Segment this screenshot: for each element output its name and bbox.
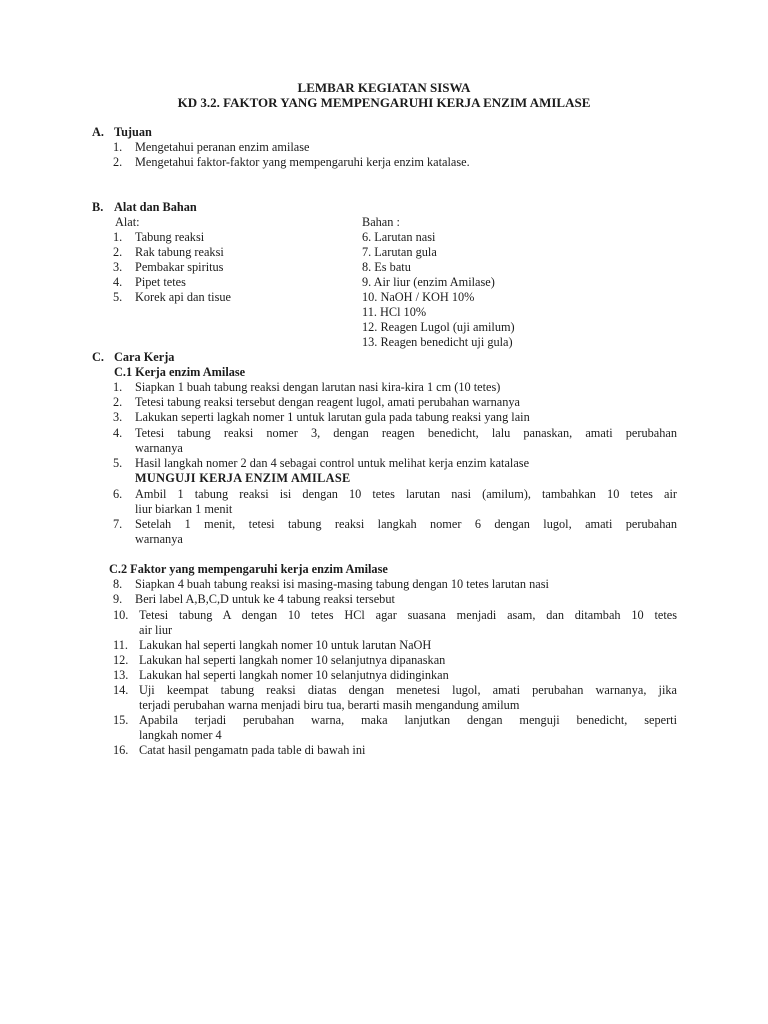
kd-title: KD 3.2. FAKTOR YANG MEMPENGARUHI KERJA ENZIM AMILASE [177, 95, 591, 110]
step-item [113, 426, 677, 456]
step-item [113, 668, 677, 683]
item-text: Lakukan seperti lagkah nomer 1 untuk larutan gula pada tabung reaksi yang lain [135, 410, 530, 424]
item-number: 10. [113, 608, 129, 622]
item-number: 4. [113, 275, 123, 289]
item-number: 8. [113, 577, 123, 591]
step-item [113, 487, 677, 517]
alat-item [113, 230, 353, 245]
item-text: Beri label A,B,C,D untuk ke 4 tabung reaksi tersebut [135, 592, 395, 606]
item-number: 3. [113, 260, 123, 274]
item-number: 3. [113, 410, 123, 424]
item-text: Tetesi tabung reaksi tersebut dengan reagent lugol, amati perubahan warnanya [135, 395, 520, 409]
step-item [113, 713, 677, 743]
section-a-heading [92, 125, 152, 140]
item-number: 1. [113, 140, 123, 154]
step-item [113, 638, 677, 653]
c2-heading: C.2 Faktor yang mempengaruhi kerja enzim Amilase [109, 562, 388, 576]
bahan-item: 6. Larutan nasi [362, 230, 436, 244]
item-number: 5. [113, 290, 123, 304]
subheading: MUNGUJI KERJA ENZIM AMILASE [135, 471, 351, 485]
item-text: Setelah 1 menit, tetesi tabung reaksi langkah nomer 6 dengan lugol, amati perubahan [135, 517, 677, 531]
item-text: Apabila terjadi perubahan warna, maka lanjutkan dengan menguji benedicht, seperti [139, 713, 677, 727]
item-number: 11. [113, 638, 128, 652]
alat-item [113, 290, 353, 305]
item-text-continued: warnanya [135, 532, 183, 546]
alat-item [113, 245, 353, 260]
bahan-item: 8. Es batu [362, 260, 411, 274]
item-text-continued: liur biarkan 1 menit [135, 502, 233, 516]
item-text: Ambil 1 tabung reaksi isi dengan 10 tetes larutan nasi (amilum), tambahkan 10 tetes air [135, 487, 677, 501]
item-number: 5. [113, 456, 123, 470]
item-text: Rak tabung reaksi [135, 245, 224, 259]
item-text: Siapkan 1 buah tabung reaksi dengan larutan nasi kira-kira 1 cm (10 tetes) [135, 380, 501, 394]
item-number: 9. [113, 592, 123, 606]
section-c-letter: C. [92, 350, 104, 364]
item-number: 13. [113, 668, 129, 682]
item-text: Pembakar spiritus [135, 260, 224, 274]
section-b-letter: B. [92, 200, 104, 214]
step-item [113, 410, 677, 425]
step-item [113, 683, 677, 713]
alat-item [113, 275, 353, 290]
item-number: 12. [113, 653, 129, 667]
item-text: Catat hasil pengamatn pada table di bawah ini [139, 743, 366, 757]
item-number: 2. [113, 395, 123, 409]
item-number: 4. [113, 426, 123, 440]
item-number: 2. [113, 245, 123, 259]
item-text-continued: warnanya [135, 441, 183, 455]
step-item [113, 577, 677, 592]
item-text-continued: langkah nomer 4 [139, 728, 222, 742]
item-text: Mengetahui faktor-faktor yang mempengaruhi kerja enzim katalase. [135, 155, 470, 169]
item-text: Lakukan hal seperti langkah nomer 10 selanjutnya dipanaskan [139, 653, 446, 667]
item-text: Siapkan 4 buah tabung reaksi isi masing-masing tabung dengan 10 tetes larutan nasi [135, 577, 549, 591]
step-item [113, 395, 677, 410]
section-b-heading [92, 200, 197, 215]
section-c-heading [92, 350, 174, 365]
item-text: Lakukan hal seperti langkah nomer 10 selanjutnya didinginkan [139, 668, 449, 682]
item-text: Tetesi tabung A dengan 10 tetes HCl agar suasana menjadi asam, dan ditambah 10 tetes [139, 608, 677, 622]
section-a-title: Tujuan [114, 125, 152, 139]
bahan-item: 12. Reagen Lugol (uji amilum) [362, 320, 515, 334]
item-number: 14. [113, 683, 129, 697]
item-number: 2. [113, 155, 123, 169]
item-text-continued: air liur [139, 623, 173, 637]
bahan-label: Bahan : [362, 215, 400, 229]
item-text: Lakukan hal seperti langkah nomer 10 untuk larutan NaOH [139, 638, 432, 652]
list-item [113, 140, 677, 155]
item-number: 6. [113, 487, 123, 501]
item-text: Hasil langkah nomer 2 dan 4 sebagai control untuk melihat kerja enzim katalase [135, 456, 530, 470]
step-item [113, 456, 677, 471]
item-text: Tabung reaksi [135, 230, 205, 244]
alat-label: Alat: [115, 215, 140, 229]
section-b-title: Alat dan Bahan [114, 200, 197, 214]
item-text: Uji keempat tabung reaksi diatas dengan menetesi lugol, amati perubahan warnanya, jika [139, 683, 677, 697]
item-text-continued: terjadi perubahan warna menjadi biru tua, berarti masih mengandung amilum [139, 698, 520, 712]
step-item [113, 608, 677, 638]
bahan-item: 11. HCl 10% [362, 305, 427, 319]
step-item [113, 653, 677, 668]
item-text: Tetesi tabung reaksi nomer 3, dengan reagen benedicht, lalu panaskan, amati perubahan [135, 426, 677, 440]
step-item [113, 743, 677, 758]
bahan-item: 13. Reagen benedicht uji gula) [362, 335, 513, 349]
item-number: 16. [113, 743, 129, 757]
bahan-item: 9. Air liur (enzim Amilase) [362, 275, 495, 289]
alat-item [113, 260, 353, 275]
item-text: Pipet tetes [135, 275, 186, 289]
step-item [113, 592, 677, 607]
bahan-item: 10. NaOH / KOH 10% [362, 290, 475, 304]
item-text: Mengetahui peranan enzim amilase [135, 140, 310, 154]
item-number: 1. [113, 230, 123, 244]
bahan-item: 7. Larutan gula [362, 245, 437, 259]
c1-heading: C.1 Kerja enzim Amilase [114, 365, 246, 379]
item-number: 1. [113, 380, 123, 394]
section-a-letter: A. [92, 125, 104, 139]
list-item [113, 155, 677, 170]
item-number: 7. [113, 517, 123, 531]
section-c-title: Cara Kerja [114, 350, 175, 364]
item-number: 15. [113, 713, 129, 727]
item-text: Korek api dan tisue [135, 290, 231, 304]
step-item [113, 517, 677, 547]
step-item [113, 380, 677, 395]
worksheet-title: LEMBAR KEGIATAN SISWA [297, 80, 471, 95]
